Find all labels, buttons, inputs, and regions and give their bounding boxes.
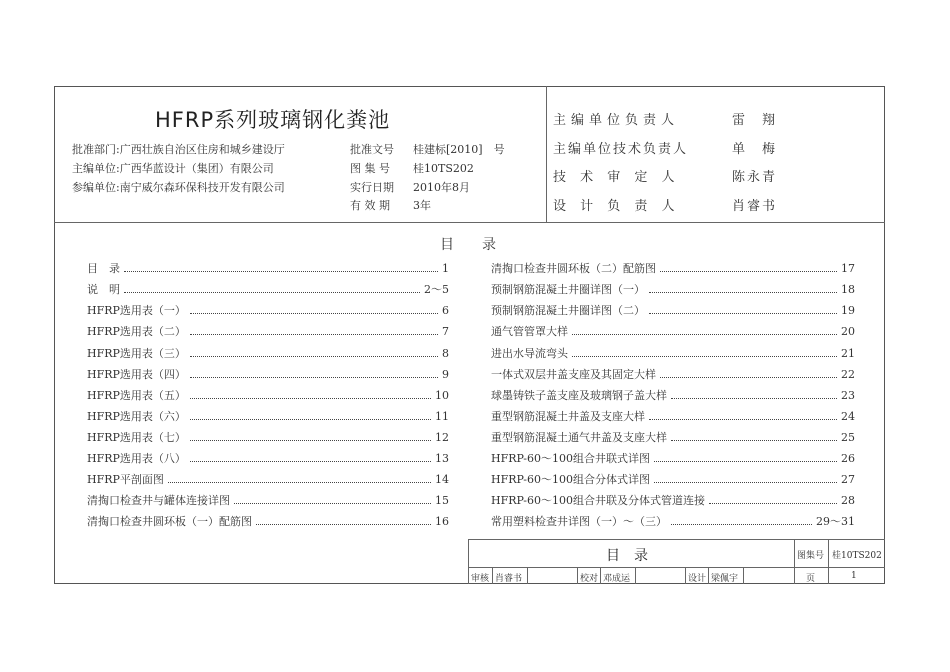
toc-entry-page: 6	[442, 303, 449, 317]
responsible-name: 单 梅	[732, 142, 778, 157]
toc-entry-page: 26	[841, 451, 855, 465]
leader-dots	[660, 377, 837, 378]
design-name: 梁佩宇	[711, 574, 739, 584]
title-block-cell-divider	[527, 567, 528, 584]
leader-dots	[190, 313, 438, 314]
toc-entry[interactable]	[491, 409, 855, 423]
leader-dots	[654, 461, 837, 462]
toc-entry-page: 18	[841, 282, 855, 296]
toc-entry-page: 13	[435, 451, 449, 465]
toc-entry-label: 重型钢筋混凝土通气井盖及支座大样	[491, 431, 667, 444]
toc-entry[interactable]	[491, 346, 855, 360]
page-value: 1	[851, 571, 857, 581]
title-block-cell-divider	[600, 567, 601, 584]
toc-heading: 目录	[440, 237, 524, 253]
title-block-cell-divider	[685, 567, 686, 584]
responsible-role: 设 计 负 责 人	[553, 199, 680, 214]
leader-dots	[649, 419, 837, 420]
toc-entry-label: 预制钢筋混凝土井圈详图（一）	[491, 283, 645, 296]
toc-entry[interactable]	[87, 261, 449, 275]
leader-dots	[124, 292, 420, 293]
toc-entry[interactable]	[87, 303, 449, 317]
toc-entry[interactable]	[87, 409, 449, 423]
toc-entry-page: 10	[435, 388, 449, 402]
toc-entry[interactable]	[491, 282, 855, 296]
toc-entry[interactable]	[87, 514, 449, 528]
toc-entry-page: 15	[435, 493, 449, 507]
check-label: 校对	[580, 574, 599, 584]
toc-entry[interactable]	[491, 388, 855, 402]
title-block-cell-divider	[492, 567, 493, 584]
leader-dots	[234, 503, 431, 504]
toc-entry-label: HFRP-60～100组合分体式详图	[491, 473, 651, 486]
leader-dots	[256, 524, 431, 525]
toc-entry-page: 2～5	[424, 283, 449, 296]
toc-entry-page: 22	[841, 367, 855, 381]
toc-entry-label: HFRP选用表（五）	[87, 389, 186, 402]
toc-entry-page: 12	[435, 430, 449, 444]
responsible-name: 陈永青	[732, 170, 778, 185]
toc-entry-page: 29～31	[816, 515, 855, 528]
toc-entry-label: 通气管管罩大样	[491, 325, 568, 338]
atlas-no-value: 桂10TS202	[413, 162, 474, 175]
toc-entry-label: HFRP-60～100组合井联式详图	[491, 452, 651, 465]
toc-entry-label: 清掏口检查井与罐体连接详图	[87, 494, 230, 507]
toc-entry-label: 目 录	[87, 262, 120, 275]
toc-entry[interactable]	[87, 493, 449, 507]
toc-entry[interactable]	[491, 430, 855, 444]
title-block-value-divider	[828, 539, 829, 584]
title-block-atlas-label: 图集号	[797, 551, 825, 561]
header-divider-vertical	[546, 86, 547, 222]
design-label: 设计	[688, 574, 707, 584]
leader-dots	[671, 440, 837, 441]
leader-dots	[660, 271, 837, 272]
chief-unit: 主编单位:广西华蓝设计（集团）有限公司	[72, 162, 274, 175]
toc-entry-page: 21	[841, 346, 855, 360]
leader-dots	[190, 440, 431, 441]
toc-entry-label: HFRP选用表（八）	[87, 452, 186, 465]
toc-entry-label: HFRP选用表（三）	[87, 347, 186, 360]
toc-entry-page: 25	[841, 430, 855, 444]
leader-dots	[190, 461, 431, 462]
toc-entry[interactable]	[87, 346, 449, 360]
header-divider-horizontal	[54, 222, 885, 223]
leader-dots	[572, 334, 837, 335]
title-block-mid-line	[468, 567, 885, 568]
toc-entry-label: 重型钢筋混凝土井盖及支座大样	[491, 410, 645, 423]
toc-entry-page: 11	[435, 409, 449, 423]
approval-dept: 批准部门:广西壮族自治区住房和城乡建设厅	[72, 143, 285, 156]
toc-entry-label: 一体式双层井盖支座及其固定大样	[491, 368, 656, 381]
leader-dots	[168, 482, 431, 483]
toc-entry[interactable]	[87, 388, 449, 402]
title-block-top-line	[468, 539, 885, 540]
toc-entry[interactable]	[87, 472, 449, 486]
title-block-cell-divider	[708, 567, 709, 584]
leader-dots	[124, 271, 438, 272]
toc-entry-page: 28	[841, 493, 855, 507]
toc-entry-label: HFRP选用表（七）	[87, 431, 186, 444]
toc-entry[interactable]	[87, 451, 449, 465]
doc-no-value: 桂建标[2010] 号	[413, 143, 505, 156]
leader-dots	[671, 398, 837, 399]
check-name: 邓成运	[603, 574, 631, 584]
toc-entry-label: 常用塑料检查井详图（一）～（三）	[491, 515, 667, 528]
toc-entry-label: HFRP选用表（二）	[87, 325, 186, 338]
leader-dots	[654, 482, 837, 483]
toc-entry[interactable]	[491, 367, 855, 381]
toc-entry-label: HFRP选用表（一）	[87, 304, 186, 317]
effective-date-label: 实行日期	[350, 181, 394, 194]
atlas-no-label: 图 集 号	[350, 162, 390, 175]
toc-entry-label: 预制钢筋混凝土井圈详图（二）	[491, 304, 645, 317]
toc-entry-label: HFRP选用表（四）	[87, 368, 186, 381]
toc-entry-page: 27	[841, 472, 855, 486]
toc-entry-page: 17	[841, 261, 855, 275]
title-block-cell-divider	[635, 567, 636, 584]
toc-entry[interactable]	[87, 367, 449, 381]
responsible-role: 技 术 审 定 人	[553, 170, 680, 185]
toc-entry-label: 清掏口检查井圆环板（二）配筋图	[491, 262, 656, 275]
leader-dots	[572, 356, 837, 357]
review-name: 肖睿书	[495, 574, 523, 584]
effective-date-value: 2010年8月	[413, 181, 470, 194]
toc-entry-label: 清掏口检查井圆环板（一）配筋图	[87, 515, 252, 528]
title-block-left-line	[468, 539, 469, 584]
title-block-cell-divider	[577, 567, 578, 584]
toc-entry[interactable]	[491, 472, 855, 486]
leader-dots	[190, 334, 438, 335]
toc-entry[interactable]	[87, 324, 449, 338]
toc-entry-page: 23	[841, 388, 855, 402]
toc-entry-page: 16	[435, 514, 449, 528]
leader-dots	[649, 313, 837, 314]
leader-dots	[671, 524, 812, 525]
validity-label: 有 效 期	[350, 199, 390, 212]
leader-dots	[709, 503, 837, 504]
leader-dots	[649, 292, 837, 293]
toc-entry[interactable]	[491, 493, 855, 507]
toc-entry-page: 24	[841, 409, 855, 423]
toc-entry-page: 7	[442, 324, 449, 338]
toc-entry-page: 9	[442, 367, 449, 381]
toc-entry[interactable]	[491, 261, 855, 275]
toc-entry-page: 19	[841, 303, 855, 317]
toc-entry-label: 说 明	[87, 283, 120, 296]
toc-entry-label: HFRP平剖面图	[87, 473, 164, 486]
title-block-atlas-divider	[794, 539, 795, 584]
responsible-role: 主编单位技术负责人	[553, 142, 689, 157]
toc-entry-page: 14	[435, 472, 449, 486]
doc-no-label: 批准文号	[350, 143, 394, 156]
title-block-title: 目录	[606, 548, 662, 564]
validity-value: 3年	[413, 199, 431, 212]
toc-entry[interactable]	[491, 451, 855, 465]
review-label: 审核	[471, 574, 490, 584]
page-label: 页	[806, 574, 816, 584]
toc-entry[interactable]	[87, 430, 449, 444]
toc-entry[interactable]	[491, 514, 855, 528]
toc-entry-label: 球墨铸铁子盖支座及玻璃钢子盖大样	[491, 389, 667, 402]
responsible-name: 雷 翔	[732, 113, 778, 128]
leader-dots	[190, 419, 431, 420]
toc-entry[interactable]	[491, 324, 855, 338]
title-block-atlas-value: 桂10TS202	[832, 551, 882, 561]
leader-dots	[190, 398, 431, 399]
toc-entry-page: 8	[442, 346, 449, 360]
participating-unit: 参编单位:南宁威尔森环保科技开发有限公司	[72, 181, 285, 194]
leader-dots	[190, 356, 438, 357]
leader-dots	[190, 377, 438, 378]
responsible-role: 主编单位负责人	[553, 113, 680, 128]
toc-entry-label: 进出水导流弯头	[491, 347, 568, 360]
toc-entry-label: HFRP选用表（六）	[87, 410, 186, 423]
title-block-cell-divider	[743, 567, 744, 584]
responsible-name: 肖睿书	[732, 199, 778, 214]
toc-entry-label: HFRP-60～100组合井联及分体式管道连接	[491, 494, 706, 507]
toc-entry-page: 1	[442, 261, 449, 275]
atlas-title: HFRP系列玻璃钢化粪池	[155, 108, 391, 132]
toc-entry[interactable]	[87, 282, 449, 296]
toc-entry-page: 20	[841, 324, 855, 338]
toc-entry[interactable]	[491, 303, 855, 317]
